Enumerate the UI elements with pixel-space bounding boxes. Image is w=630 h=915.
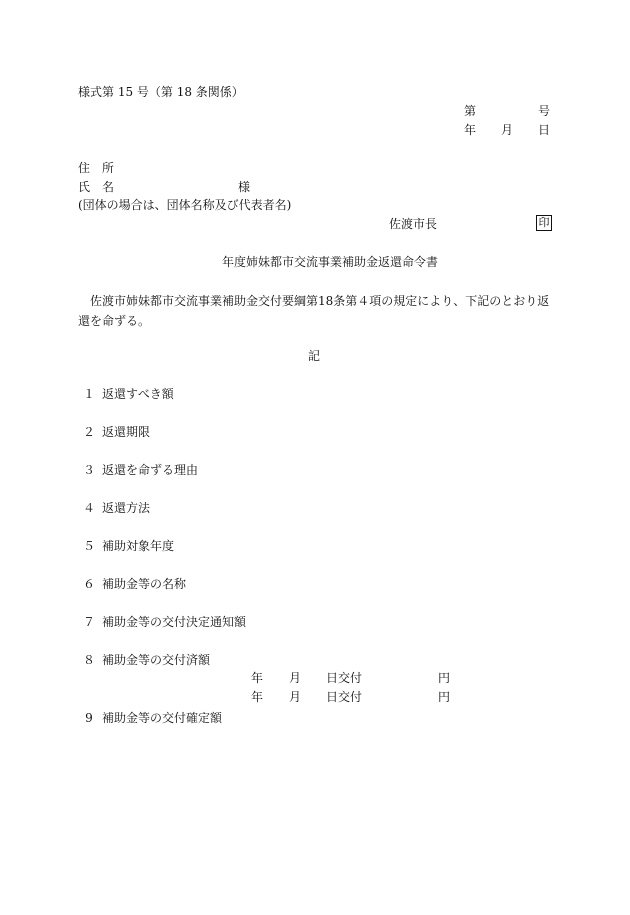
document-title: 年度姉妹都市交流事業補助金返還命令書 bbox=[222, 255, 439, 269]
list-item bbox=[78, 425, 150, 439]
document-number-suffix: 号 bbox=[538, 104, 551, 118]
item-number: １ bbox=[82, 387, 95, 401]
list-item bbox=[78, 539, 174, 553]
payment-day: 日交付 bbox=[326, 671, 363, 685]
ki-heading: 記 bbox=[308, 349, 321, 363]
item-number: ２ bbox=[82, 425, 95, 439]
seal-mark: 印 bbox=[536, 215, 552, 231]
document-number-prefix: 第 bbox=[464, 104, 477, 118]
date-month: 月 bbox=[501, 123, 514, 137]
list-item bbox=[78, 501, 150, 515]
item-label: 返還方法 bbox=[102, 501, 151, 515]
item-number: ７ bbox=[82, 615, 95, 629]
list-item bbox=[78, 577, 186, 591]
payment-year: 年 bbox=[251, 690, 264, 704]
payment-day: 日交付 bbox=[326, 690, 363, 704]
item-label: 返還期限 bbox=[102, 425, 151, 439]
list-item bbox=[78, 463, 198, 477]
form-number: 様式第 15 号（第 18 条関係） bbox=[78, 85, 244, 99]
date-day: 日 bbox=[538, 123, 551, 137]
organization-note: (団体の場合は、団体名称及び代表者名) bbox=[78, 198, 292, 212]
body-paragraph: 佐渡市姉妹都市交流事業補助金交付要綱第18条第４項の規定により、下記のとおり返還を命ずる。 bbox=[78, 294, 550, 328]
item-label: 補助金等の交付済額 bbox=[102, 653, 211, 667]
list-item bbox=[78, 653, 210, 667]
issuer-name: 佐渡市長 bbox=[389, 217, 438, 231]
list-item bbox=[78, 387, 174, 401]
list-item bbox=[78, 615, 246, 629]
name-label: 氏 名 bbox=[78, 180, 115, 194]
item-number: ５ bbox=[82, 539, 95, 553]
item-number: ３ bbox=[82, 463, 95, 477]
payment-month: 月 bbox=[289, 671, 302, 685]
payment-yen: 円 bbox=[438, 671, 451, 685]
item-number: ４ bbox=[82, 501, 95, 515]
payment-yen: 円 bbox=[438, 690, 451, 704]
honorific: 様 bbox=[238, 180, 251, 194]
item-number: 9 bbox=[85, 711, 93, 725]
date-year: 年 bbox=[464, 123, 477, 137]
item-label: 返還すべき額 bbox=[102, 387, 174, 401]
item-number: ８ bbox=[82, 653, 95, 667]
item-number: ６ bbox=[82, 577, 95, 591]
item-label: 返還を命ずる理由 bbox=[102, 463, 199, 477]
item-label: 補助金等の名称 bbox=[102, 577, 187, 591]
address-label: 住 所 bbox=[78, 161, 115, 175]
item-label: 補助対象年度 bbox=[102, 539, 175, 553]
list-item bbox=[78, 711, 222, 725]
item-label: 補助金等の交付確定額 bbox=[102, 711, 223, 725]
item-label: 補助金等の交付決定通知額 bbox=[102, 615, 247, 629]
payment-year: 年 bbox=[251, 671, 264, 685]
payment-month: 月 bbox=[289, 690, 302, 704]
